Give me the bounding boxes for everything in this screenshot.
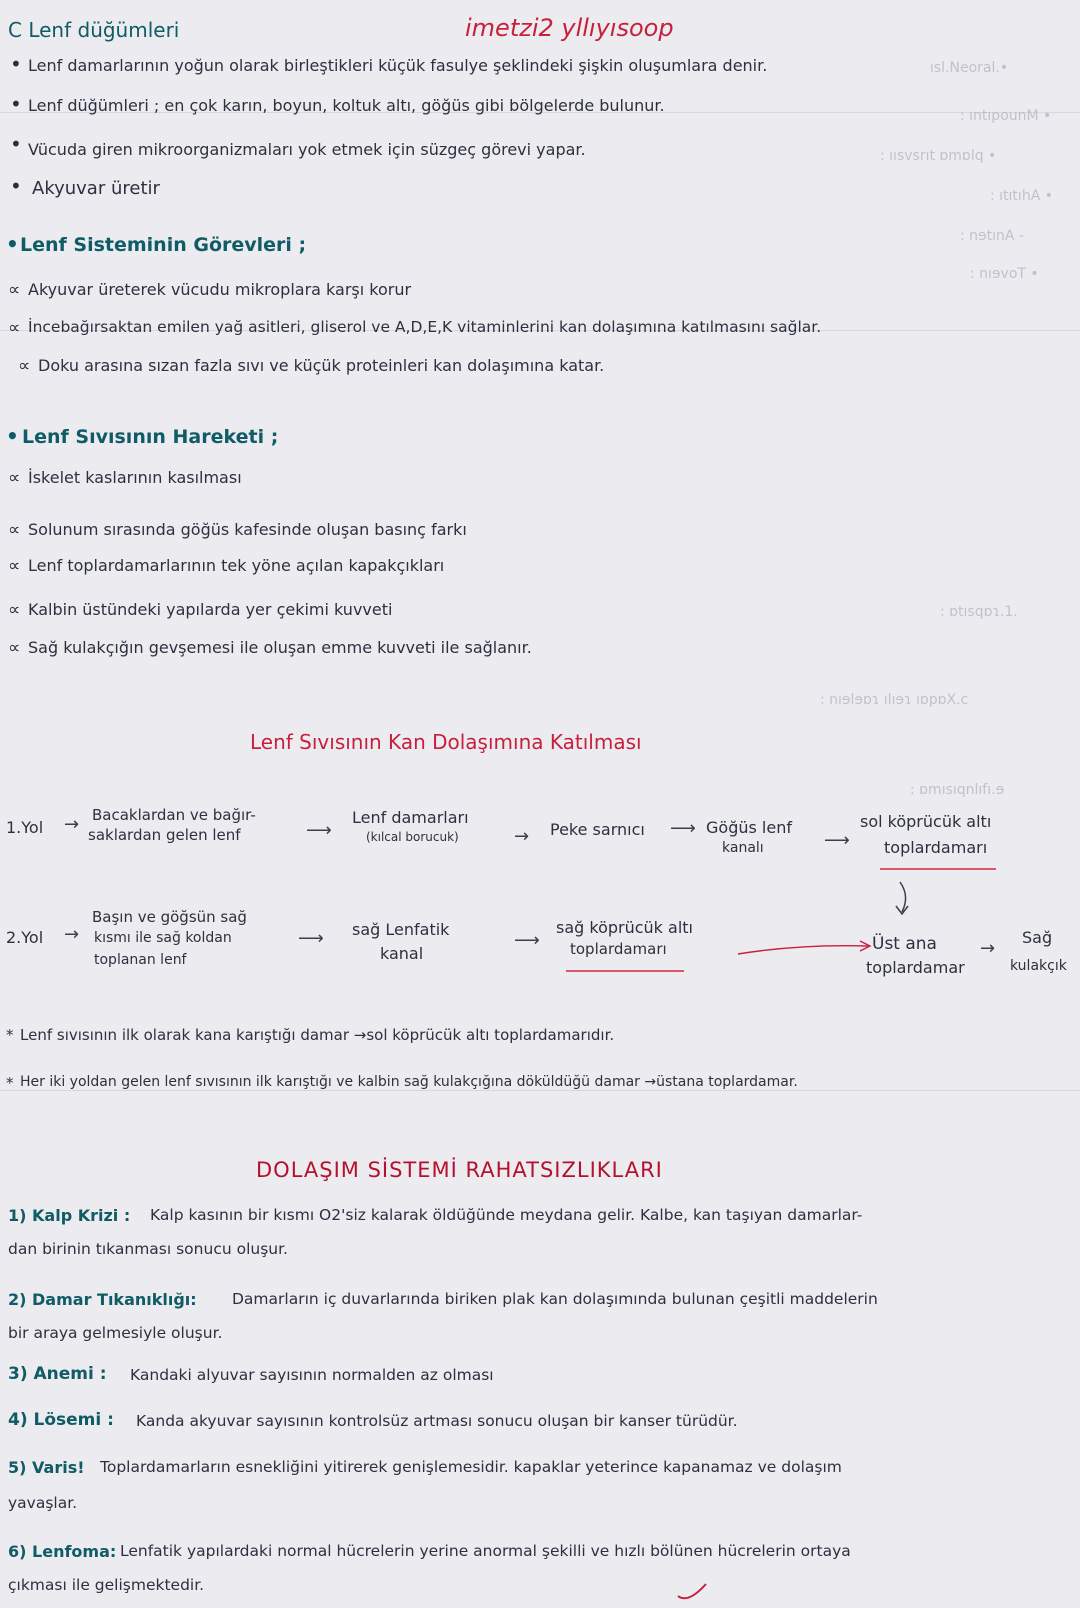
arrow-icon: → [980,938,996,959]
lymph-node-bullet: Vücuda giren mikroorganizmaları yok etmek için süzgeç görevi yapar. [28,140,586,159]
path1-duct: Göğüs lenf [706,818,792,837]
disorder-text: Damarların iç duvarlarında biriken plak kan dolaşımında bulunan çeşitli maddelerin [232,1290,878,1308]
arrow-icon: ⟶ [306,820,332,841]
down-arrow-head [896,906,908,914]
bullet-icon: • [10,132,22,156]
path2-sup-vein: Üst ana [872,934,937,954]
arrow-icon: ⟶ [298,928,324,949]
path2-source: Başın ve göğsün sağ [92,908,247,926]
arrow-icon: ⟶ [670,818,696,839]
down-arrow-icon [900,882,906,912]
disorder-name: 4) Lösemi : [8,1410,114,1430]
disorder-text: dan birinin tıkanması sonucu oluşur. [8,1240,288,1258]
path1-vein: toplardamarı [884,838,988,857]
movement-item: Sağ kulakçığın gevşemesi ile oluşan emme kuvveti ile sağlanır. [28,638,532,657]
alpha-bullet-icon: ∝ [8,318,21,338]
path2-atrium: kulakçık [1010,958,1067,974]
functions-heading: Lenf Sisteminin Görevleri ; [20,234,307,256]
path1-source: Bacaklardan ve bağır- [92,806,256,824]
movement-heading: Lenf Sıvısının Hareketi ; [22,426,279,448]
arrow-icon: → [64,814,80,835]
bleed-through-text: : nıɘlɘɒɿ ılıɘɿ ıɒpɒX.c [820,692,969,708]
star-icon: * [6,1026,14,1044]
function-item: Akyuvar üreterek vücudu mikroplara karşı korur [28,280,412,299]
bleed-through-text: : ıısvsrıt ɒmɒlq • [880,148,997,164]
disorder-name: 2) Damar Tıkanıklığı: [8,1290,197,1309]
movement-item: İskelet kaslarının kasılması [28,468,242,487]
movement-item: Kalbin üstündeki yapılarda yer çekimi kuvveti [28,600,393,619]
path1-vessels-note: (kılcal borucuk) [366,830,459,844]
bleed-through-text: : nıɘvoT • [970,266,1039,282]
path2-vein: toplardamarı [570,940,667,958]
path1-label: 1.Yol [6,818,44,837]
flow-heading: Lenf Sıvısının Kan Dolaşımına Katılması [250,730,642,754]
bullet-icon: • [6,424,19,448]
bullet-icon: • [6,232,19,256]
disorder-text: Kalp kasının bir kısmı O2'siz kalarak öldüğünde meydana gelir. Kalbe, kan taşıyan damarlar- [150,1206,863,1224]
lymph-node-bullet: Akyuvar üretir [32,178,160,199]
disorder-text: bir araya gelmesiyle oluşur. [8,1324,223,1342]
disorder-name: 5) Varis! [8,1458,85,1477]
bleed-through-text: ısl.Neoral.• [930,60,1009,76]
function-item: İncebağırsaktan emilen yağ asitleri, gliserol ve A,D,E,K vitaminlerini kan dolaşımına katılmasını sağlar. [28,318,822,336]
disorder-text: Kanda akyuvar sayısının kontrolsüz artması sonucu oluşan bir kanser türüdür. [136,1412,738,1430]
path1-vessels: Lenf damarları [352,808,469,827]
alpha-bullet-icon: ∝ [8,600,21,620]
movement-item: Lenf toplardamarlarının tek yöne açılan kapakçıkları [28,556,445,575]
path2-vein: sağ köprücük altı [556,918,693,937]
lymph-node-bullet: Lenf damarlarının yoğun olarak birleştikleri küçük fasulye şeklindeki şişkin oluşumlara denir. [28,56,768,75]
bleed-through-text: : ɒmısıqnlıfı.ɘ [910,782,1005,798]
path1-vein: sol köprücük altı [860,812,992,831]
underline-mark [566,970,684,972]
arrow-icon: → [514,826,530,847]
flow-note: Her iki yoldan gelen lenf sıvısının ilk karıştığı ve kalbin sağ kulakçığına döküldüğü damar →üstana toplardamar. [20,1074,798,1090]
bleed-through-text: : ɒtısqɒɿ.1. [940,604,1018,620]
disorder-text: yavaşlar. [8,1494,78,1512]
flow-note: Lenf sıvısının ilk olarak kana karıştığı damar →sol köprücük altı toplardamarıdır. [20,1026,615,1044]
mirrored-heading: imetzi2 yllıyısoop [465,14,674,42]
lymph-node-bullet: Lenf düğümleri ; en çok karın, boyun, koltuk altı, göğüs gibi bölgelerde bulunur. [28,96,665,115]
checkmark-icon [678,1584,706,1598]
disorder-name: 3) Anemi : [8,1364,107,1384]
alpha-bullet-icon: ∝ [8,468,21,488]
disorder-text: çıkması ile gelişmektedir. [8,1576,205,1594]
bullet-icon: • [10,174,22,198]
alpha-bullet-icon: ∝ [18,356,31,376]
path1-duct: kanalı [722,840,764,856]
alpha-bullet-icon: ∝ [8,520,21,540]
alpha-bullet-icon: ∝ [8,556,21,576]
function-item: Doku arasına sızan fazla sıvı ve küçük proteinleri kan dolaşımına katar. [38,356,605,375]
path2-label: 2.Yol [6,928,44,947]
bleed-through-text: : nɘtınA - [960,228,1024,244]
path2-source: kısmı ile sağ koldan [94,930,232,946]
pink-connector-arrow [738,946,868,954]
arrow-icon: → [64,924,80,945]
bullet-icon: • [10,92,22,116]
section-title-lymph-nodes: C Lenf düğümleri [8,18,180,42]
bleed-through-text: : ıtıtıhA • [990,188,1053,204]
path2-atrium: Sağ [1022,928,1053,947]
path2-duct: sağ Lenfatik [352,920,450,939]
disorders-heading: DOLAŞIM SİSTEMİ RAHATSIZLIKLARI [256,1158,663,1182]
alpha-bullet-icon: ∝ [8,280,21,300]
bullet-icon: • [10,52,22,76]
movement-item: Solunum sırasında göğüs kafesinde oluşan basınç farkı [28,520,467,539]
path1-cistern: Peke sarnıcı [550,820,645,839]
star-icon: * [6,1074,14,1092]
bleed-through-text: : ıntıpounM • [960,108,1052,124]
disorder-text: Lenfatik yapılardaki normal hücrelerin yerine anormal şekilli ve hızlı bölünen hücrelerin ortaya [120,1542,851,1560]
arrow-icon: ⟶ [514,930,540,951]
disorder-name: 6) Lenfoma: [8,1542,117,1561]
arrow-icon: ⟶ [824,830,850,851]
disorder-text: Kandaki alyuvar sayısının normalden az olması [130,1366,494,1384]
path2-source: toplanan lenf [94,952,187,968]
disorder-name: 1) Kalp Krizi : [8,1206,131,1225]
disorder-text: Toplardamarların esnekliğini yitirerek genişlemesidir. kapaklar yeterince kapanamaz ve dolaşım [100,1458,842,1476]
path2-duct: kanal [380,944,424,963]
path1-source: saklardan gelen lenf [88,826,241,844]
path2-sup-vein: toplardamar [866,958,965,977]
alpha-bullet-icon: ∝ [8,638,21,658]
